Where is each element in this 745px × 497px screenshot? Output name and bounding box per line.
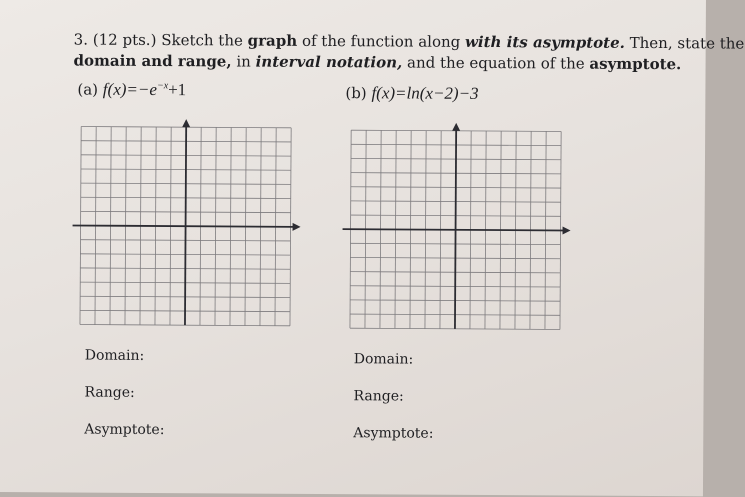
problem-points: (12 pts.) — [92, 30, 157, 49]
y-axis-arrow-icon — [182, 119, 190, 127]
part-a-label: (a) — [77, 80, 99, 99]
statement-emphasis-asymptote: with its asymptote. — [464, 32, 625, 52]
graph-grid-a[interactable] — [80, 121, 301, 332]
part-b-domain-label: Domain: — [353, 351, 414, 368]
part-b-function — [345, 83, 478, 104]
statement-text: Sketch the — [161, 31, 243, 50]
part-a-exponent: −x — [156, 80, 169, 92]
statement-bold-asymptote: asymptote. — [589, 54, 682, 74]
problem-statement-line-2 — [74, 51, 682, 73]
part-a-asymptote-label: Asymptote: — [84, 421, 165, 439]
statement-bold-domain-range: domain and range, — [73, 51, 232, 71]
part-a-formula-tail: +1 — [168, 80, 187, 100]
statement-text: of the function along — [301, 31, 461, 51]
statement-bold-graph: graph — [247, 31, 298, 50]
part-a-formula — [103, 80, 186, 100]
statement-text: in — [236, 52, 251, 71]
statement-text: and the equation of the — [407, 53, 585, 73]
part-b-asymptote-label: Asymptote: — [353, 425, 434, 442]
problem-number: 3. — [73, 30, 89, 49]
y-axis — [185, 125, 186, 325]
problem-statement-line-1 — [74, 30, 745, 52]
part-a-domain-label: Domain: — [84, 347, 145, 364]
part-b-formula: f(x)=ln(x−2)−3 — [371, 83, 479, 103]
coordinate-axes — [72, 118, 301, 325]
graph-grid-b[interactable] — [350, 124, 571, 335]
x-axis — [73, 225, 295, 226]
x-axis — [343, 229, 565, 230]
y-axis-arrow-icon — [452, 123, 460, 131]
x-axis-arrow-icon — [293, 223, 301, 231]
part-a-function — [77, 80, 186, 101]
y-axis — [455, 129, 456, 329]
part-a-formula-base: f(x)=−e — [102, 79, 157, 99]
part-a-range-label: Range: — [84, 384, 135, 401]
part-b-range-label: Range: — [353, 388, 404, 405]
x-axis-arrow-icon — [563, 226, 571, 234]
statement-emphasis-interval: interval notation, — [255, 52, 403, 72]
part-b-label: (b) — [345, 84, 367, 103]
statement-text: Then, state the — [629, 33, 745, 53]
coordinate-axes — [342, 122, 571, 329]
